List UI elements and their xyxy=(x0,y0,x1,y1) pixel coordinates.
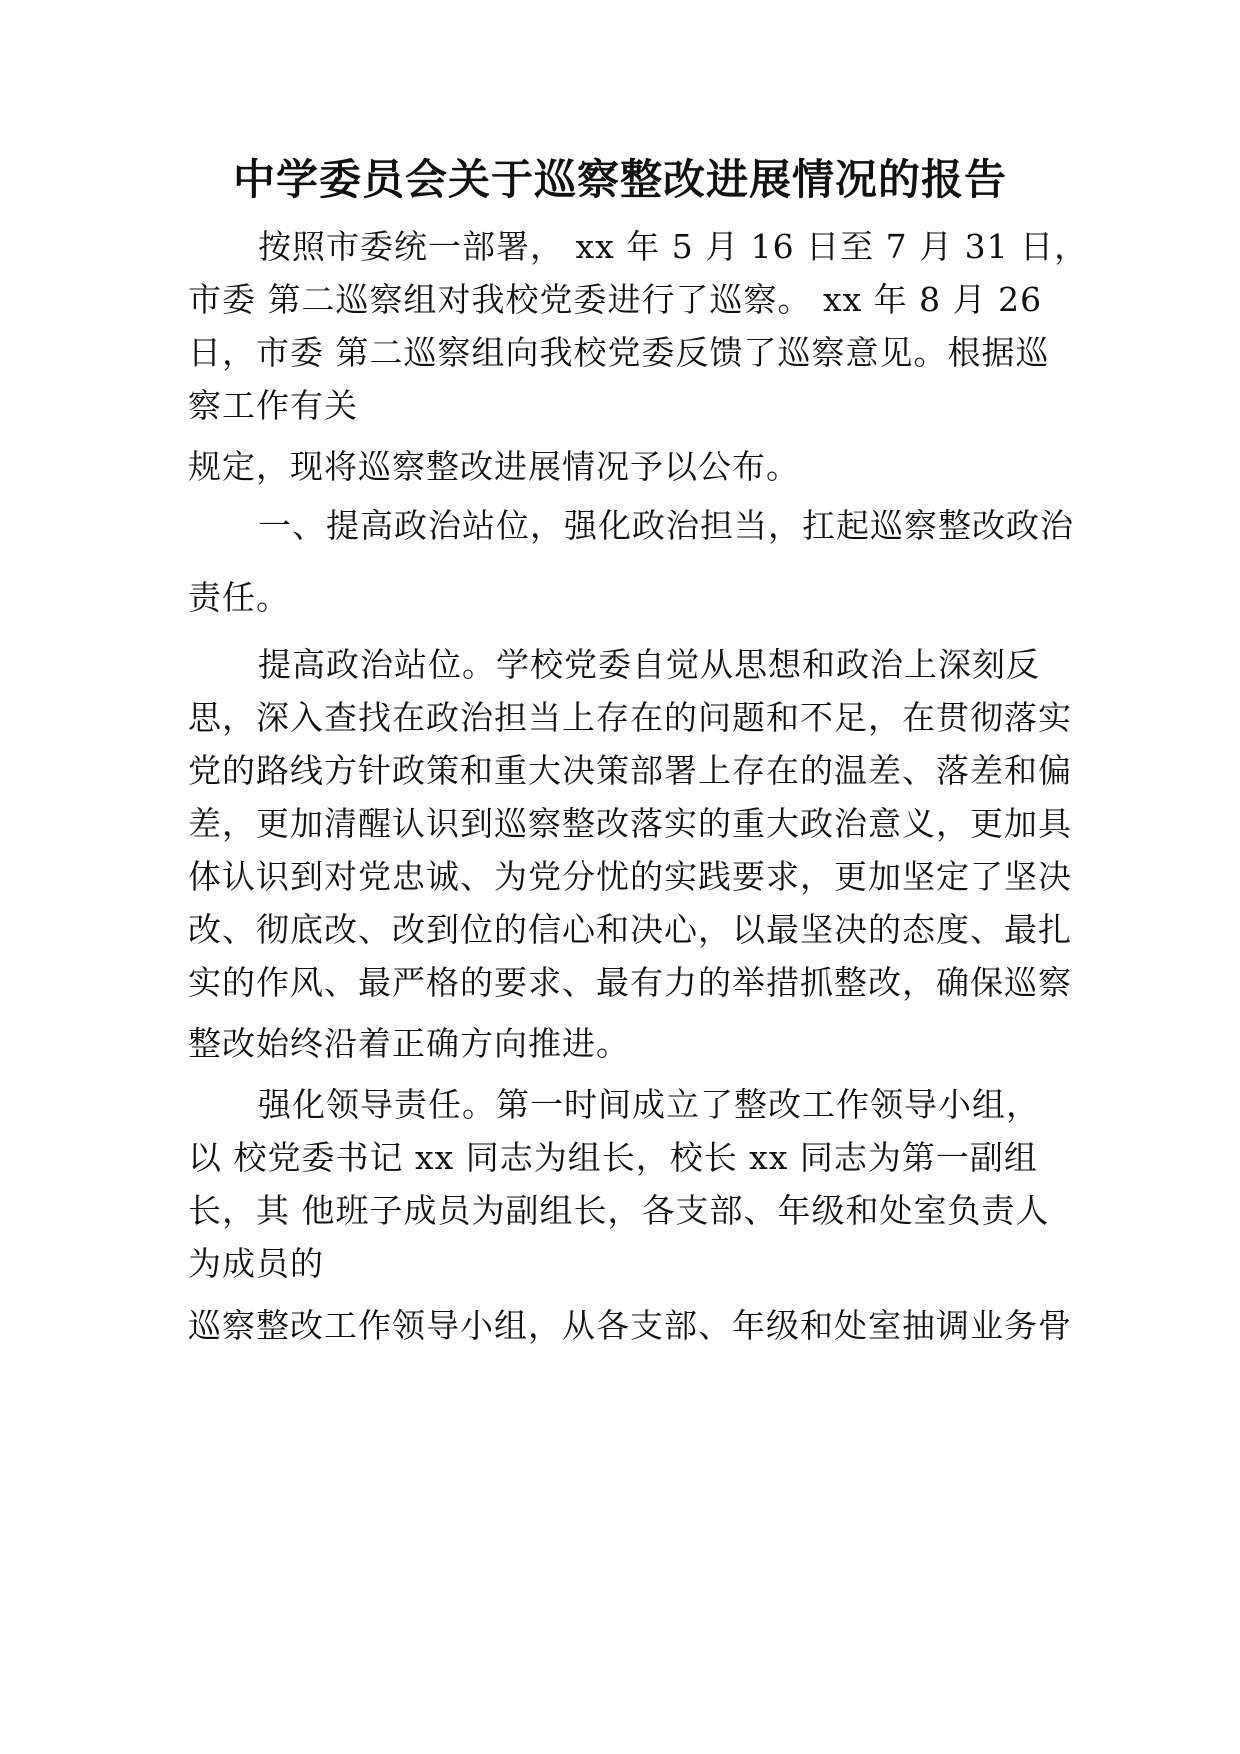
paragraph-line: 巡察整改工作领导小组，从各支部、年级和处室抽调业务骨 xyxy=(188,1306,1072,1345)
paragraph-line: 察工作有关 xyxy=(188,386,358,425)
paragraph-line: 改、彻底改、改到位的信心和决心，以最坚决的态度、最扎 xyxy=(188,910,1072,949)
paragraph-line: 为成员的 xyxy=(188,1244,324,1283)
section-heading: 责任。 xyxy=(188,578,290,617)
paragraph-line: 按照市委统一部署， xx 年 5 月 16 日至 7 月 31 日， xyxy=(258,227,1089,266)
paragraph-line: 思，深入查找在政治担当上存在的问题和不足，在贯彻落实 xyxy=(188,698,1072,737)
paragraph-line: 体认识到对党忠诚、为党分忧的实践要求，更加坚定了坚决 xyxy=(188,857,1072,896)
paragraph-line: 市委 第二巡察组对我校党委进行了巡察。 xx 年 8 月 26 xyxy=(188,280,1043,319)
paragraph-line: 长，其 他班子成员为副组长，各支部、年级和处室负责人 xyxy=(188,1191,1050,1230)
paragraph-line: 以 校党委书记 xx 同志为组长，校长 xx 同志为第一副组 xyxy=(188,1138,1038,1177)
paragraph-line: 提高政治站位。学校党委自觉从思想和政治上深刻反 xyxy=(258,645,1040,684)
paragraph-line: 强化领导责任。第一时间成立了整改工作领导小组， xyxy=(258,1085,1040,1124)
paragraph-line: 实的作风、最严格的要求、最有力的举措抓整改，确保巡察 xyxy=(188,963,1072,1002)
paragraph-line: 党的路线方针政策和重大决策部署上存在的温差、落差和偏 xyxy=(188,751,1072,790)
paragraph-line: 规定，现将巡察整改进展情况予以公布。 xyxy=(188,447,800,486)
document-title: 中学委员会关于巡察整改进展情况的报告 xyxy=(232,155,1007,204)
paragraph-line: 整改始终沿着正确方向推进。 xyxy=(188,1024,630,1063)
paragraph-line: 差，更加清醒认识到巡察整改落实的重大政治意义，更加具 xyxy=(188,804,1072,843)
paragraph-line: 日，市委 第二巡察组向我校党委反馈了巡察意见。根据巡 xyxy=(188,333,1050,372)
section-heading: 一、提高政治站位，强化政治担当，扛起巡察整改政治 xyxy=(258,506,1074,545)
